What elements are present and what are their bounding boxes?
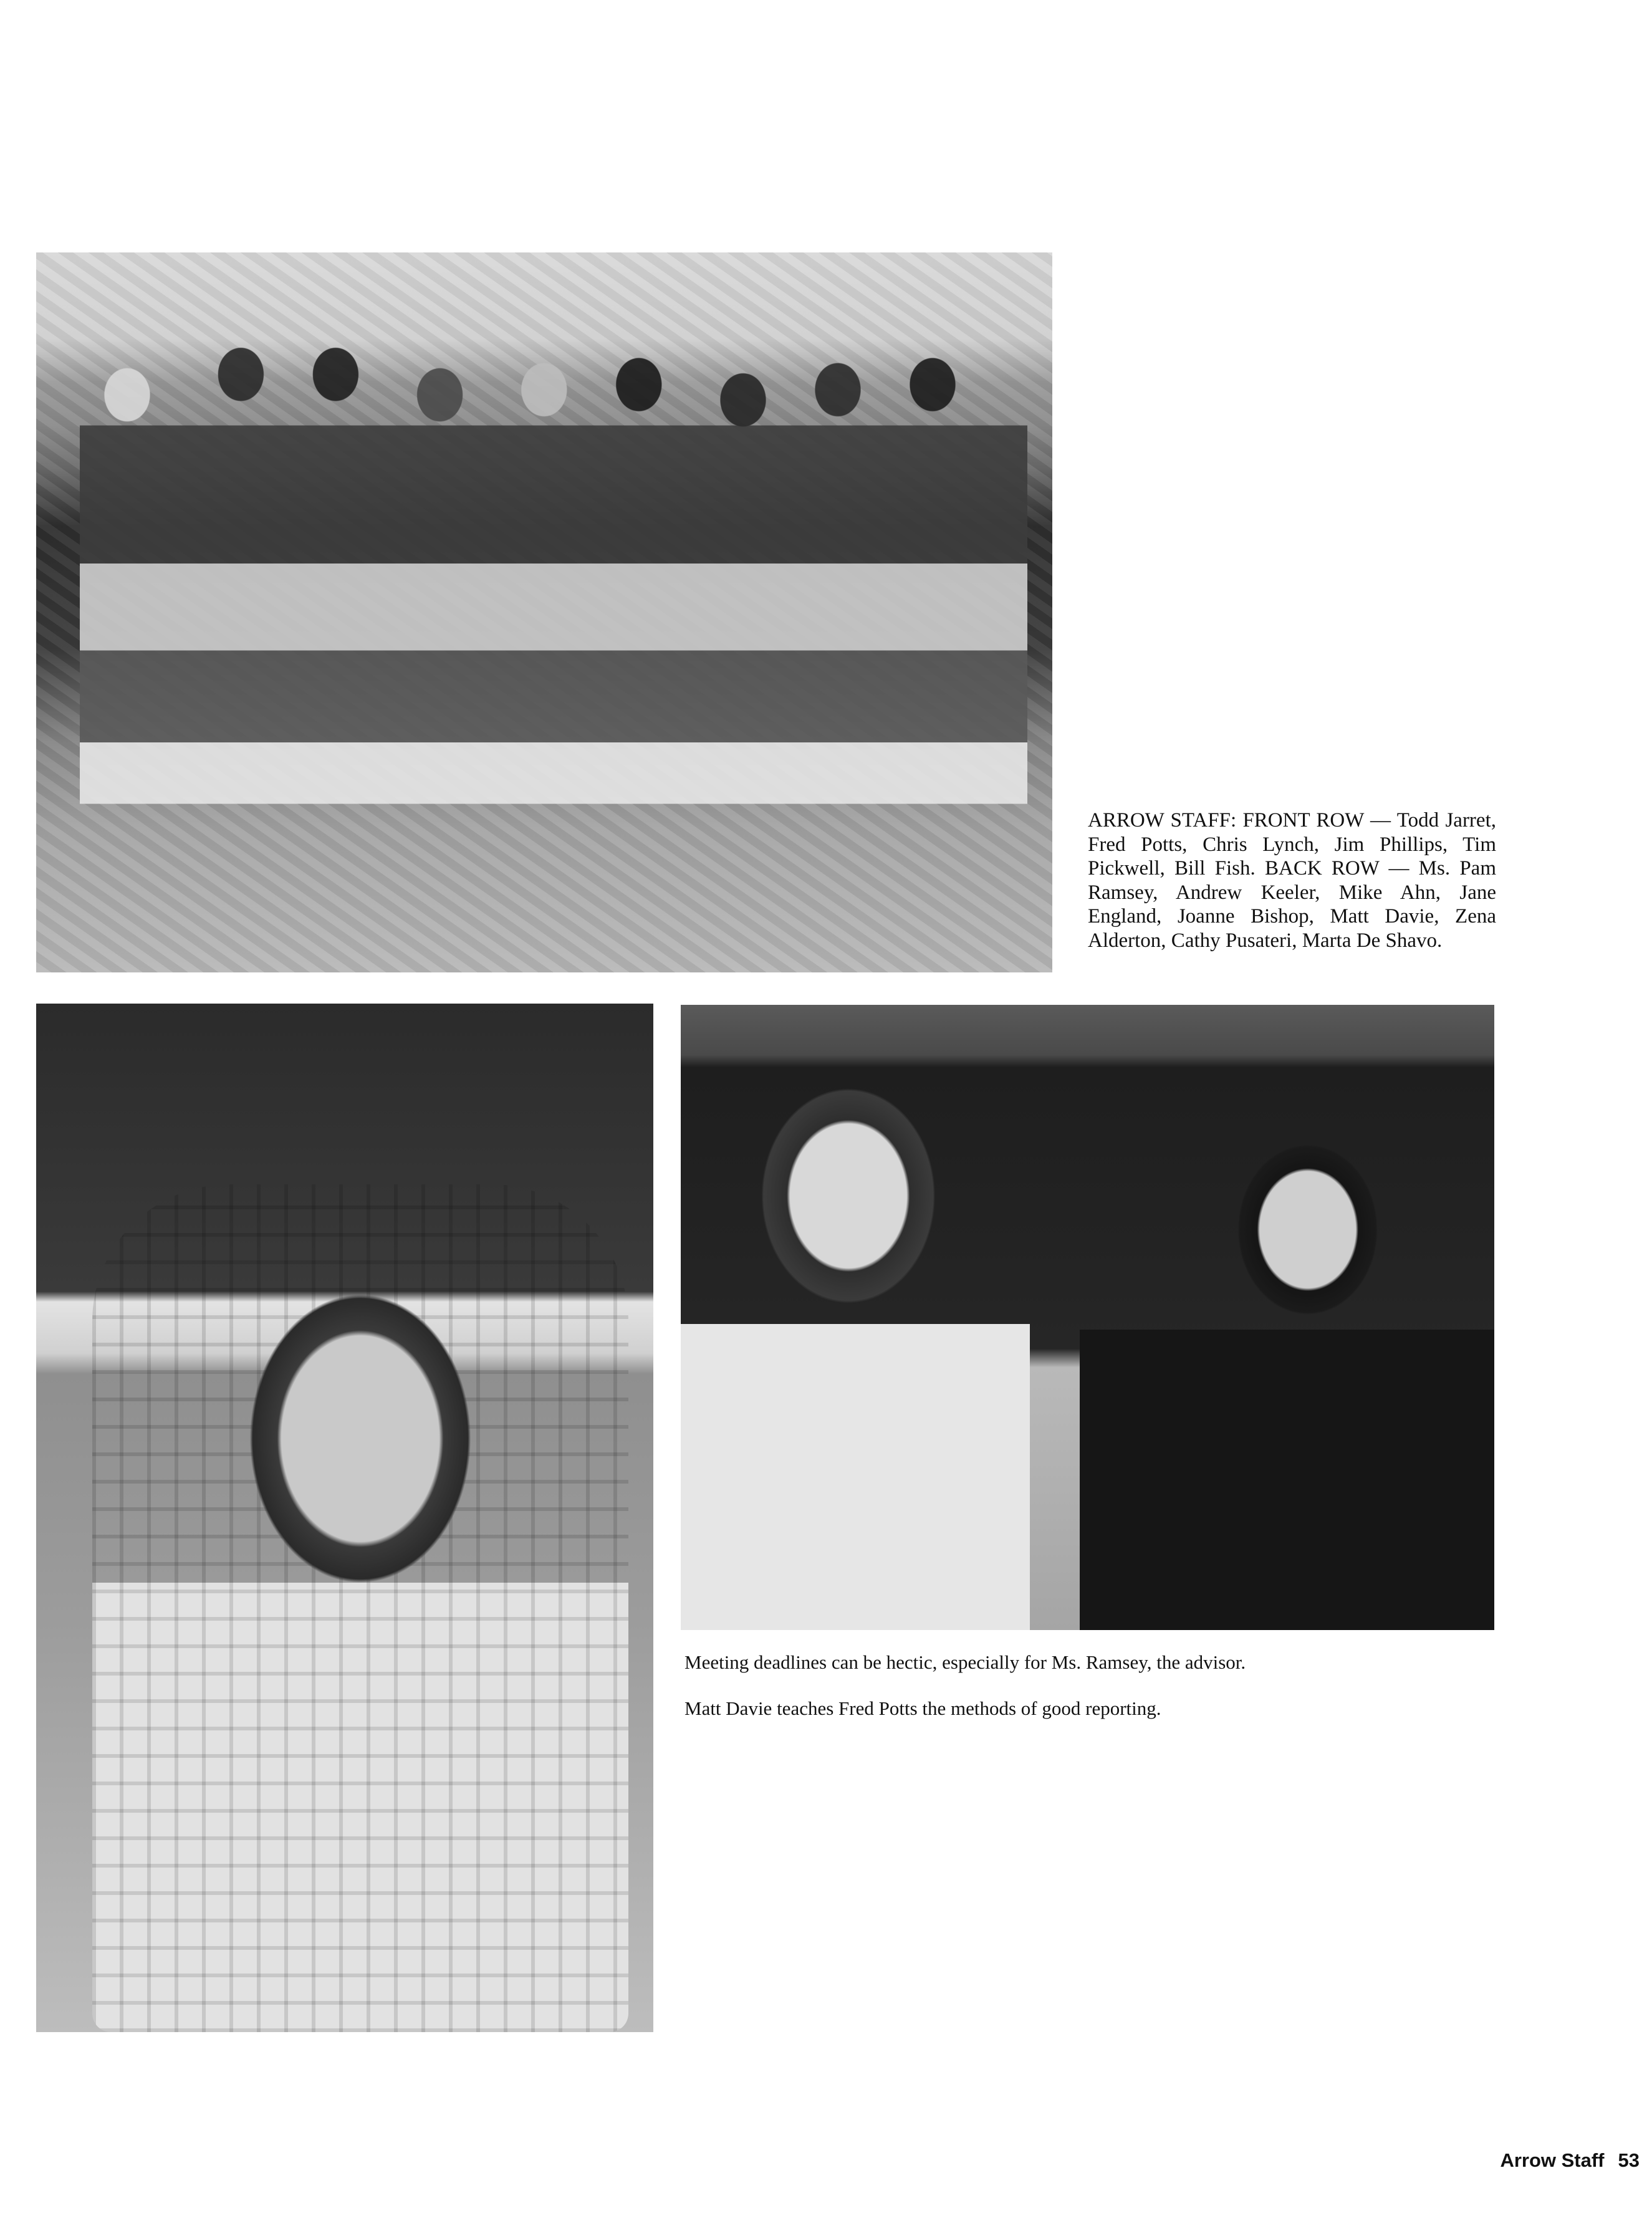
page-number: 53 bbox=[1618, 2149, 1640, 2171]
group-photo-people bbox=[80, 333, 1027, 845]
student-left-figure bbox=[681, 1073, 1030, 1630]
student-right-figure bbox=[1080, 1130, 1494, 1630]
group-photo-caption: ARROW STAFF: FRONT ROW — Todd Jarret, Fred Potts, Chris Lynch, Jim Phillips, Tim Pickwell, Bill Fish. BACK ROW — Ms. Pam Ramsey, Andrew Keeler, Mike Ahn, Jane England, Joanne Bishop, Matt Davie, Zena Alderton, Cathy Pusateri, Marta De Shavo. bbox=[1088, 809, 1496, 952]
footer-section-title: Arrow Staff bbox=[1500, 2149, 1605, 2171]
advisor-photo-caption: Meeting deadlines can be hectic, especially for Ms. Ramsey, the advisor. bbox=[684, 1651, 1246, 1673]
page-footer bbox=[1434, 2149, 1640, 2172]
group-photo bbox=[36, 252, 1052, 972]
advisor-figure bbox=[92, 1184, 628, 2032]
students-photo bbox=[681, 1005, 1494, 1630]
advisor-photo bbox=[36, 1004, 653, 2032]
students-photo-caption: Matt Davie teaches Fred Potts the methods of good reporting. bbox=[684, 1697, 1161, 1719]
